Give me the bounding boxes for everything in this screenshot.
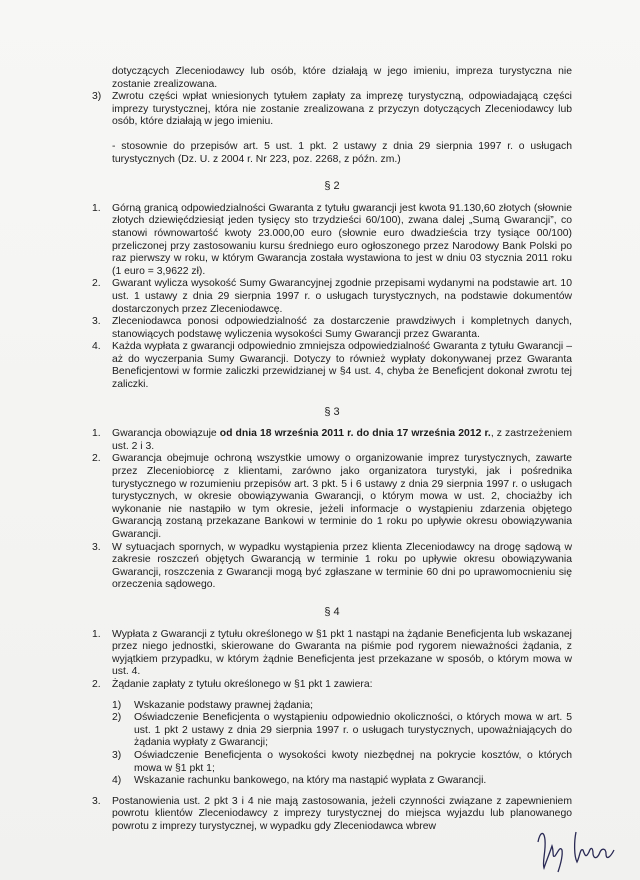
sub-list-item	[112, 700, 572, 713]
sub-list-text: Oświadczenie Beneficjenta o wysokości kwoty niezbędnej na pokrycie kosztów, o których mowa w §1 pkt 1;	[134, 749, 572, 774]
list-item	[92, 341, 572, 391]
list-text: Każda wypłata z gwarancji odpowiednio zmniejsza odpowiedzialność Gwaranta z tytułu Gwarancji – aż do wyczerpania Sumy Gwarancji. Dotyczy to również wypłaty dokonywanej przez Gwaranta Beneficjentowi w formie zaliczki przewidzianej w §4 ust. 4, chyba że Beneficjent dokonał zwrotu tej zaliczki.	[112, 341, 572, 391]
sub-list-text: Oświadczenie Beneficjenta o wystąpieniu odpowiednio okoliczności, o których mowa w art. 5 ust. 1 pkt 2 ustawy z dnia 29 sierpnia 1997 r. o usługach turystycznych, upoważniających do żądania wypłaty z Gwarancji;	[134, 712, 572, 749]
list-number: 1.	[92, 628, 101, 640]
list-number: 1.	[92, 428, 101, 440]
list-text: Zwrotu części wpłat wniesionych tytułem zapłaty za imprezę turystyczną, odpowiadającą części imprezy turystycznej, która nie zostanie zrealizowana z przyczyn dotyczących Zleceniodawcy lub osób, które działają w jego imieniu.	[112, 91, 572, 128]
list-item	[92, 796, 572, 834]
list-item	[92, 316, 572, 341]
validity-suffix: , z zastrzeżeniem ust. 2 i 3.	[112, 428, 572, 452]
handwritten-signature	[530, 822, 620, 874]
list-number: 4.	[92, 341, 101, 353]
document-body	[92, 66, 572, 833]
list-item	[92, 278, 572, 316]
sub-list-item	[112, 775, 572, 788]
list-text: Wypłata z Gwarancji z tytułu określonego w §1 pkt 1 nastąpi na żądanie Beneficjenta lub wskazanej przez niego jednostki, skierowane do Gwaranta na piśmie pod rygorem nieważności żądania, z wyjątkiem przypadku, w którym żądnie Beneficjenta jest przekazane w sposób, o którym mowa w ust. 4.	[112, 628, 572, 678]
section-heading-3: § 3	[324, 405, 340, 418]
list-number: 3.	[92, 316, 101, 328]
list-item	[92, 542, 572, 592]
list-text: Gwarancja obejmuje ochroną wszystkie umowy o organizowanie imprez turystycznych, zawarte przez Zleceniobiorcę z klientami, zarówno jako organizatora turystyki, jak i pośrednika turystycznego w rozumieniu przepisów art. 3 pkt. 5 i 6 ustawy z dnia 29 sierpnia 1997 r. o usługach turystycznych, w okresie obowiązywania Gwarancji, o którym mowa w ust. 2, chociażby ich wykonanie nie nastąpiło w tym okresie, jeżeli informacje o wystąpieniu zdarzenia objętego Gwarancją zostaną przekazane Bankowi w terminie do 1 roku po upływie okresu obowiązywania Gwarancji.	[112, 453, 572, 540]
signature-stroke-first	[538, 833, 562, 872]
list-item	[92, 203, 572, 279]
validity-period: od dnia 18 września 2011 r. do dnia 17 września 2012 r.	[219, 428, 491, 440]
list-number: 2.	[92, 278, 101, 290]
list-number: 3.	[92, 541, 101, 553]
list-text	[112, 428, 572, 453]
sub-list-text: Wskazanie podstawy prawnej żądania;	[134, 699, 314, 711]
spacer	[92, 788, 572, 796]
list-text: Gwarant wylicza wysokość Sumy Gwarancyjnej zgodnie przepisami wydanymi na podstawie art. 10 ust. 1 ustawy z dnia 29 sierpnia 1997 r. o usługach turystycznych, na podstawie dokumentów dostarczonych przez Zleceniodawcę.	[112, 278, 572, 315]
sub-list-number: 3)	[112, 749, 122, 761]
list-item	[92, 453, 572, 541]
sub-list-item	[112, 750, 572, 775]
list-text: Zleceniodawca ponosi odpowiedzialność za dostarczenie prawdziwych i kompletnych danych, stanowiących podstawę wyliczenia wysokości Sumy Gwarancji przez Gwaranta.	[112, 316, 572, 340]
sub-list-item	[112, 712, 572, 750]
list-item	[92, 629, 572, 679]
list-item	[92, 91, 572, 129]
list-text: W sytuacjach spornych, w wypadku wystąpienia przez klienta Zleceniodawcy na drogę sądową w zakresie roszczeń objętych Gwarancją w terminie 1 roku po upływie okresu obowiązywania Gwarancji, roszczenia z Gwarancji mogą być zgłaszane w terminie 60 dni po uprawomocnieniu się orzeczenia sądowego.	[112, 541, 572, 591]
sub-list-number: 1)	[112, 699, 122, 711]
signature-stroke-second	[575, 832, 614, 862]
list-item	[92, 428, 572, 453]
legal-reference-note: - stosownie do przepisów art. 5 ust. 1 pkt. 2 ustawy z dnia 29 sierpnia 1997 r. o usługach turystycznych (Dz. U. z 2004 r. Nr 223, poz. 2268, z późn. zm.)	[112, 140, 572, 165]
spacer	[92, 692, 572, 700]
list-text: Górną granicą odpowiedzialności Gwaranta z tytułu gwarancji jest kwota 91.130,60 złotych (słownie złotych dziewięćdziesiąt jeden tysięcy sto trzydzieści 60/100), zwana dalej „Sumą Gwarancji”, co stanowi równowartość kwoty 23.000,00 euro (słownie euro dwadzieścia trzy tysiące 00/100) przeliczonej przy zastosowaniu kursu średniego euro ogłoszonego przez Narodowy Bank Polski po raz pierwszy w roku, w którym Gwarancja została wystawiona to jest w dniu 03 stycznia 2011 roku (1 euro = 3,9622 zł).	[112, 202, 572, 277]
section-heading-2: § 2	[324, 180, 340, 193]
list-item	[92, 679, 572, 692]
list-number: 2.	[92, 453, 101, 465]
list-text: Postanowienia ust. 2 pkt 3 i 4 nie mają zastosowania, jeżeli czynności związane z zapewnieniem powrotu klientów Zleceniodawcy z imprezy turystycznej do miejsca wyjazdu lub planowanego powrotu z imprezy turystycznej, w wypadku gdy Zleceniodawca wbrew	[112, 795, 572, 832]
list-number: 3)	[92, 91, 102, 103]
section-heading-4: § 4	[324, 605, 340, 618]
list-number: 1.	[92, 202, 101, 214]
sub-list-number: 4)	[112, 775, 122, 787]
validity-prefix: Gwarancja obowiązuje	[112, 428, 220, 440]
sub-list-number: 2)	[112, 712, 122, 724]
list-number: 2.	[92, 678, 101, 690]
sub-list-text: Wskazanie rachunku bankowego, na który ma nastąpić wypłata z Gwarancji.	[134, 775, 487, 787]
list-number: 3.	[92, 795, 101, 807]
list-text: Żądanie zapłaty z tytułu określonego w §1 pkt 1 zawiera:	[112, 678, 373, 690]
paragraph-continuation: dotyczących Zleceniodawcy lub osób, które działają w jego imieniu, impreza turystyczna nie zostanie zrealizowana.	[112, 66, 572, 90]
